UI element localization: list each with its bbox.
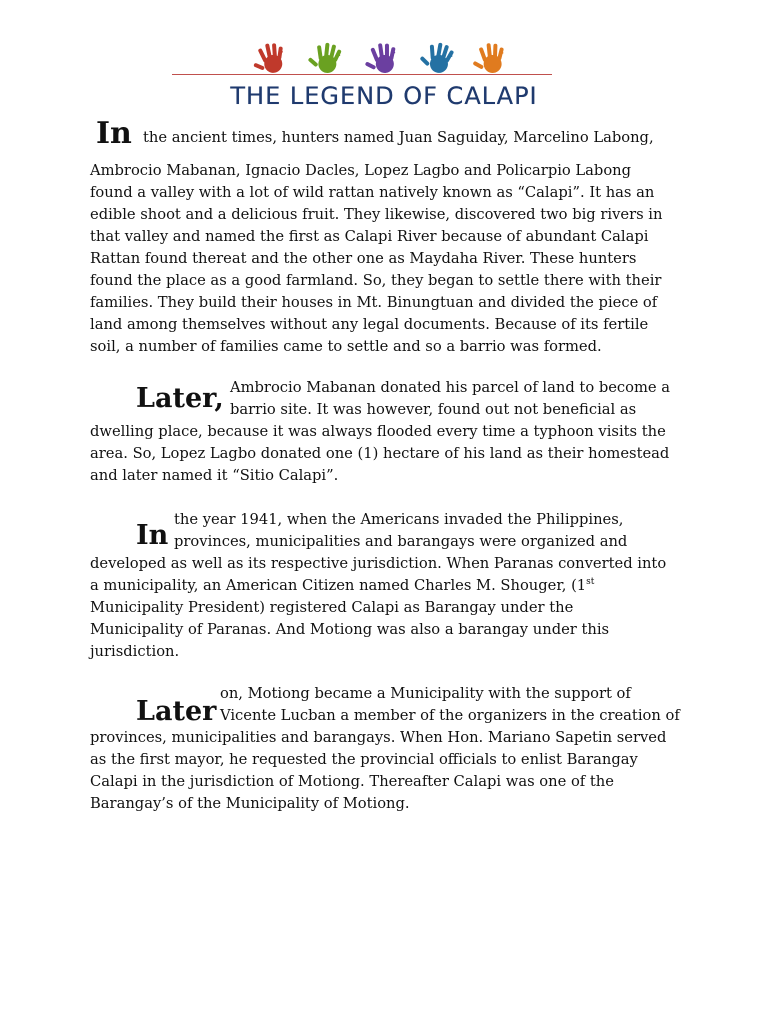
hand-icon-blue [420,40,460,76]
p2-line: dwelling place, because it was always flooded every time a typhoon visits the [90,423,666,440]
p3-line: provinces, municipalities and barangays were organized and [174,533,628,550]
handprint-logo [252,40,512,76]
p3-line [90,575,696,597]
p3-line: developed as well as its respective jurisdiction. When Paranas converted into [90,555,667,572]
p1-line: land among themselves without any legal documents. Because of its fertile [90,316,649,333]
p1-line: Rattan found thereat and the other one as Maydaha River. These hunters [90,250,637,267]
paragraph-2 [90,377,696,487]
p1-line: that valley and named the first as Calapi River because of abundant Calapi [90,228,649,245]
p1-line: found the place as a good farmland. So, they began to settle there with their [90,272,662,289]
p2-line: and later named it “Sitio Calapi”. [90,467,339,484]
paragraph-4 [90,683,696,815]
dropcap-4: Later [136,696,217,727]
p4-line: as the first mayor, he requested the provincial officials to enlist Barangay [90,751,638,768]
p3-line: jurisdiction. [90,643,180,660]
dropcap-3: In [136,520,169,551]
p4-line: provinces, municipalities and barangays. When Hon. Mariano Sapetin served [90,729,667,746]
p1-line: edible shoot and a delicious fruit. They likewise, discovered two big rivers in [90,206,663,223]
p1-line: families. They build their houses in Mt. Binungtuan and divided the piece of [90,294,658,311]
p4-line: on, Motiong became a Municipality with the support of [220,685,631,702]
hand-icon-orange [472,40,512,76]
p1-line: the ancient times, hunters named Juan Saguiday, Marcelino Labong, [143,129,654,146]
dropcap-2: Later, [136,383,224,414]
p2-line: barrio site. It was however, found out not beneficial as [230,401,637,418]
superscript: st [586,577,595,588]
p1-line: soil, a number of families came to settle and so a barrio was formed. [90,338,602,355]
p4-line: Barangay’s of the Municipality of Motiong. [90,795,410,812]
hand-icon-purple [364,40,404,76]
title-rule [172,74,552,75]
page-title: THE LEGEND OF CALAPI [230,82,538,110]
p4-line: Calapi in the jurisdiction of Motiong. Thereafter Calapi was one of the [90,773,614,790]
p1-line: found a valley with a lot of wild rattan natively known as “Calapi”. It has an [90,184,655,201]
p3-line: the year 1941, when the Americans invaded the Philippines, [174,511,624,528]
hand-icon-red [252,40,292,76]
p3-line: Municipality of Paranas. And Motiong was also a barangay under this [90,621,610,638]
dropcap-1: In [96,116,132,151]
paragraph-1 [90,127,696,358]
hand-icon-green [308,40,348,76]
p2-line: area. So, Lopez Lagbo donated one (1) hectare of his land as their homestead [90,445,670,462]
p3-line-text: a municipality, an American Citizen named Charles M. Shouger, (1 [90,577,587,594]
paragraph-3 [90,509,696,663]
p3-line: Municipality President) registered Calapi as Barangay under the [90,599,574,616]
p2-line: Ambrocio Mabanan donated his parcel of land to become a [230,379,671,396]
p4-line: Vicente Lucban a member of the organizers in the creation of [220,707,680,724]
p1-line: Ambrocio Mabanan, Ignacio Dacles, Lopez Lagbo and Policarpio Labong [90,162,632,179]
